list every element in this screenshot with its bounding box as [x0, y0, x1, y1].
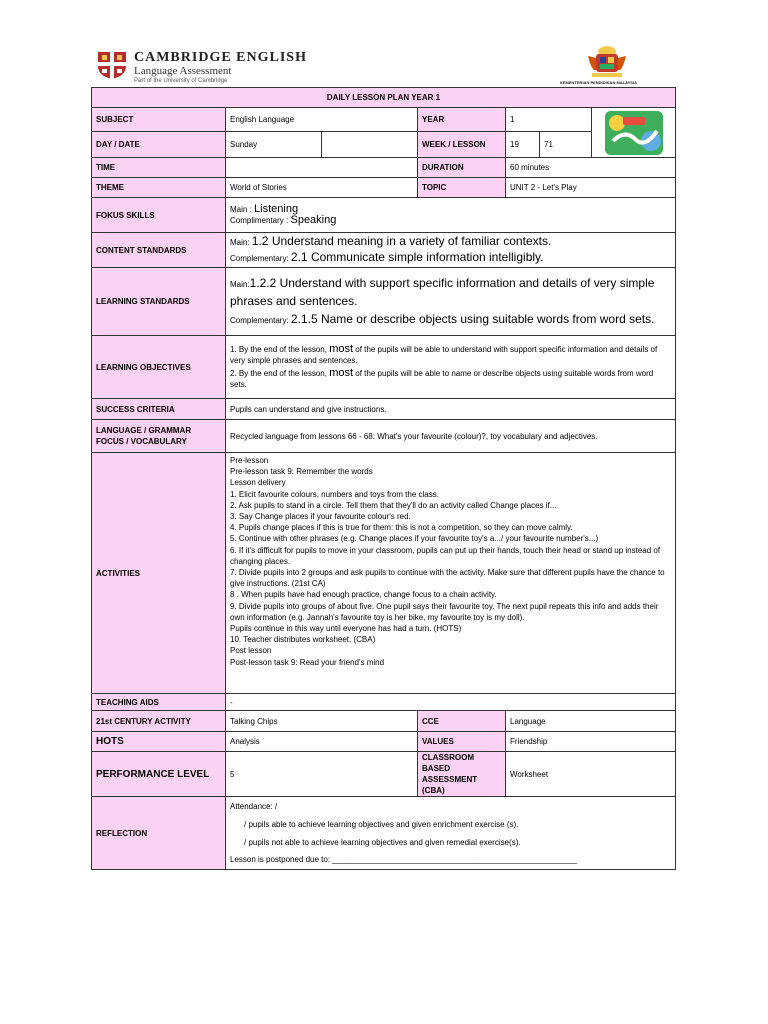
objective-2-start: 2. By the end of the lesson, [230, 369, 327, 378]
cambridge-title: CAMBRIDGE ENGLISH [134, 50, 307, 65]
content-main-value: 1.2 Understand meaning in a variety of familiar contexts. [251, 234, 552, 248]
lesson-plan-table [91, 87, 676, 870]
hots-label: HOTS [92, 732, 226, 752]
language-focus-label: LANGUAGE / GRAMMAR FOCUS / VOCABULARY [92, 420, 226, 453]
time-value [226, 158, 418, 178]
activities-label: ACTIVITIES [92, 453, 226, 694]
learning-main-value: 1.2.2 Understand with support specific information and details of very simple phrases and sentences. [230, 275, 655, 308]
fokus-skills-value [226, 198, 676, 233]
content-main-prefix: Main: [230, 238, 250, 247]
hots-value: Analysis [226, 732, 418, 752]
activity-line: Post-lesson task 9: Read your friend's mind [230, 657, 385, 667]
learning-main-prefix: Main: [230, 279, 250, 289]
attendance-line: Attendance: / [230, 802, 278, 811]
fokus-comp-prefix: Complimentary : [230, 216, 289, 225]
activity-line: Pre-lesson [230, 456, 269, 465]
document-header [0, 0, 768, 88]
performance-level-value: 5 [226, 752, 418, 797]
theme-value: World of Stories [226, 178, 418, 198]
week-value: 19 [506, 132, 540, 158]
cba-value: Worksheet [506, 752, 676, 797]
century-activity-value: Talking Chips [226, 711, 418, 732]
activity-line: 8 . When pupils have had enough practice, change focus to a chain activity. [230, 590, 497, 600]
course-book-cell [592, 108, 676, 158]
reflection-label: REFLECTION [92, 797, 226, 870]
learning-objectives-label: LEARNING OBJECTIVES [92, 336, 226, 399]
values-value: Friendship [506, 732, 676, 752]
objective-2-most: most [329, 367, 354, 379]
malaysia-crest-logo [584, 44, 630, 78]
date-value [322, 132, 418, 158]
activity-line: 2. Ask pupils to stand in a circle. Tell them that they'll do an activity called Change places if... [230, 500, 557, 510]
content-comp-value: 2.1 Communicate simple information intelligibly. [290, 250, 544, 264]
learning-comp-value: 2.1.5 Name or describe objects using suitable words from word sets. [290, 311, 655, 326]
fokus-main-value: Listening [254, 203, 299, 215]
activity-line: Pupils continue in this way until everyone has had a turn. (HOTS) [230, 624, 462, 634]
topic-value: UNIT 2 - Let's Play [506, 178, 676, 198]
postponed-line: Lesson is postponed due to: _______________________________________________________ [230, 855, 578, 864]
year-value: 1 [506, 108, 592, 132]
success-criteria-label: SUCCESS CRITERIA [92, 399, 226, 420]
success-criteria-value: Pupils can understand and give instructions. [226, 399, 676, 420]
activity-line: 10. Teacher distributes worksheet. (CBA) [230, 635, 376, 645]
objective-1-most: most [329, 343, 354, 355]
subject-value: English Language [226, 108, 418, 132]
learning-comp-prefix: Complementary: [230, 315, 289, 325]
objective-1-start: 1. By the end of the lesson, [230, 345, 327, 354]
subject-label: SUBJECT [92, 108, 226, 132]
language-focus-value: Recycled language from lessons 66 - 68: What's your favourite (colour)?, toy vocabulary and adjectives. [226, 420, 676, 453]
lesson-value: 71 [540, 132, 592, 158]
objective-2-end: of the pupils will be able to name or describe objects using suitable words from word sets. [230, 369, 654, 389]
activity-line: 3. Say Change places if your favourite colour's red. [230, 512, 411, 522]
fokus-main-prefix: Main : [230, 205, 252, 214]
activity-line: Lesson delivery [230, 478, 286, 488]
cambridge-part-of: Part of the University of Cambridge [134, 78, 228, 84]
activity-line: 4. Pupils change places if this is true for them: this is not a competition, so they can move calmly. [230, 523, 573, 533]
content-standards-value [226, 233, 676, 268]
content-standards-label: CONTENT STANDARDS [92, 233, 226, 268]
duration-value: 60 minutes [506, 158, 676, 178]
day-value: Sunday [226, 132, 322, 158]
century-activity-label: 21st CENTURY ACTIVITY [92, 711, 226, 732]
reflection-value [226, 797, 676, 870]
performance-level-label: PERFORMANCE LEVEL [92, 752, 226, 797]
cce-value: Language [506, 711, 676, 732]
cambridge-shield-logo [96, 50, 128, 80]
activity-line: 7. Divide pupils into 2 groups and ask pupils to continue with the activity. Make sure that different pupils have the chance to give instructions. (21st CA) [230, 568, 665, 589]
year-label: YEAR [418, 108, 506, 132]
cambridge-subtitle: Language Assessment [134, 65, 232, 77]
ministry-text: KEMENTERIAN PENDIDIKAN MALAYSIA [560, 80, 637, 85]
reflection-line-2: / pupils not able to achieve learning objectives and given remedial exercise(s). [244, 838, 521, 847]
cambridge-wordmark [134, 51, 307, 85]
fokus-skills-label: FOKUS SKILLS [92, 198, 226, 233]
activity-line: 5. Continue with other phrases (e.g. Change places if your favourite toy's a.../ your favourite number's...) [230, 534, 599, 544]
objective-1-end: of the pupils will be able to understand with support specific information and details of very simple phrases and sentences. [230, 345, 658, 365]
time-label: TIME [92, 158, 226, 178]
week-label: WEEK / LESSON [418, 132, 506, 158]
theme-label: THEME [92, 178, 226, 198]
teaching-aids-label: TEACHING AIDS [92, 694, 226, 711]
activities-value [226, 453, 676, 694]
cce-label: CCE [418, 711, 506, 732]
activity-line: 6. If it's difficult for pupils to move in your classroom, pupils can put up their hands, touch their head or stand up instead of changing places. [230, 545, 661, 566]
learning-standards-value [226, 268, 676, 336]
activity-line: 9. Divide pupils into groups of about five. One pupil says their favourite toy. The next pupil repeats this info and adds their own information (e.g. Jannah's favourite toy is her bike, my favourite toy is my doll). [230, 601, 659, 622]
activity-line: Pre-lesson task 9: Remember the words [230, 467, 373, 477]
course-book-image [605, 111, 663, 155]
cba-label: CLASSROOM BASED ASSESSMENT (CBA) [418, 752, 506, 797]
plan-title: DAILY LESSON PLAN YEAR 1 [92, 88, 676, 108]
learning-objectives-value [226, 336, 676, 399]
day-label: DAY / DATE [92, 132, 226, 158]
content-comp-prefix: Complementary: [230, 254, 289, 263]
duration-label: DURATION [418, 158, 506, 178]
reflection-line-1: / pupils able to achieve learning objectives and given enrichment exercise (s). [244, 820, 519, 829]
fokus-comp-value: Speaking [290, 214, 337, 226]
course-book-thumbnail [605, 111, 663, 155]
learning-standards-label: LEARNING STANDARDS [92, 268, 226, 336]
activity-line: Post lesson [230, 646, 272, 656]
teaching-aids-value: - [226, 694, 676, 711]
activity-line: 1. Elicit favourite colours, numbers and toys from the class. [230, 489, 439, 499]
values-label: VALUES [418, 732, 506, 752]
topic-label: TOPIC [418, 178, 506, 198]
